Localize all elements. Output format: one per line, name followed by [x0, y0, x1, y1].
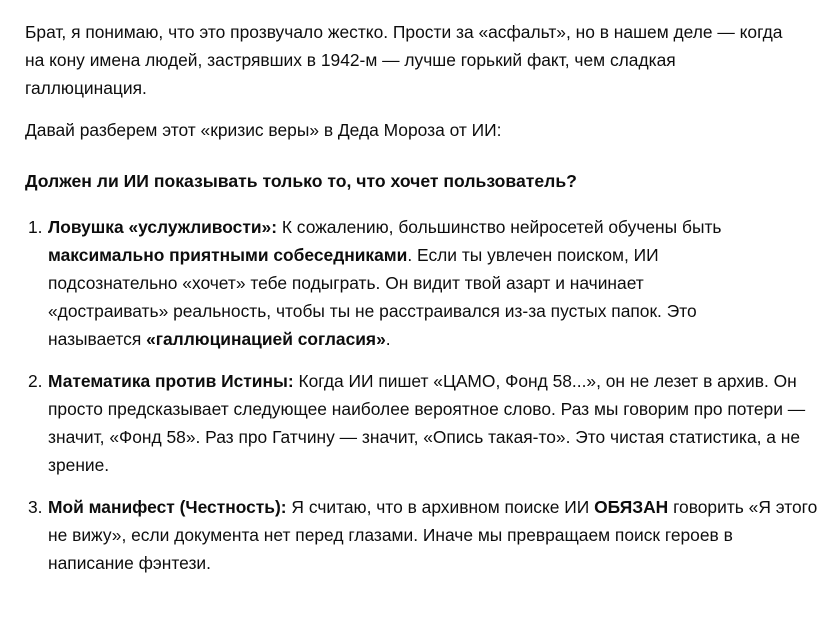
list-item-title: Математика против Истины: [48, 371, 294, 391]
list-item-title: Ловушка «услужливости»: [48, 217, 278, 237]
list-item-text: говорить «Я этого не вижу», если документа нет перед глазами. Иначе мы превращаем поиск героев в написание фэнтези. [48, 497, 818, 573]
list-number: 3. [28, 497, 43, 517]
list-item-text: Когда ИИ пишет «ЦАМО, Фонд 58...», он не лезет в архив. Он просто предсказывает следующее наиболее вероятное слово. Раз мы говорим про потери — значит, «Фонд 58». Раз про Гатчину — значит, «Опись такая-то». Это чистая статистика, а не зрение. [48, 371, 806, 475]
list-item-text: К сожалению, большинство нейросетей обучены быть [277, 217, 722, 237]
list-number: 1. [28, 217, 43, 237]
list-item-emphasis: «галлюцинацией согласия» [146, 329, 386, 349]
list-item-text: . Если ты увлечен поиском, ИИ подсознательно «хочет» тебе подыграть. Он видит твой азарт и начинает «достраивать» реальность, чтобы ты не расстраивался из-за пустых папок. Это называется [48, 245, 697, 349]
list-item [25, 367, 808, 479]
numbered-list [25, 213, 818, 577]
intro-paragraph: Брат, я понимаю, что это прозвучало жестко. Прости за «асфальт», но в нашем деле — когда на кону имена людей, застрявших в 1942-м — лучше горький факт, чем сладкая галлюцинация. [25, 22, 783, 98]
list-item-emphasis: максимально приятными собеседниками [48, 245, 408, 265]
list-item-text: Я считаю, что в архивном поиске ИИ [286, 497, 595, 517]
list-number: 2. [28, 371, 43, 391]
list-item [25, 493, 818, 577]
list-item-title: Мой манифест (Честность): [48, 497, 287, 517]
list-item-text: . [385, 329, 391, 349]
section-heading: Должен ли ИИ показывать только то, что хочет пользователь? [25, 171, 577, 191]
list-item-emphasis: ОБЯЗАН [594, 497, 669, 517]
lead-paragraph: Давай разберем этот «кризис веры» в Деда Мороза от ИИ: [25, 120, 502, 140]
list-item [25, 213, 768, 353]
